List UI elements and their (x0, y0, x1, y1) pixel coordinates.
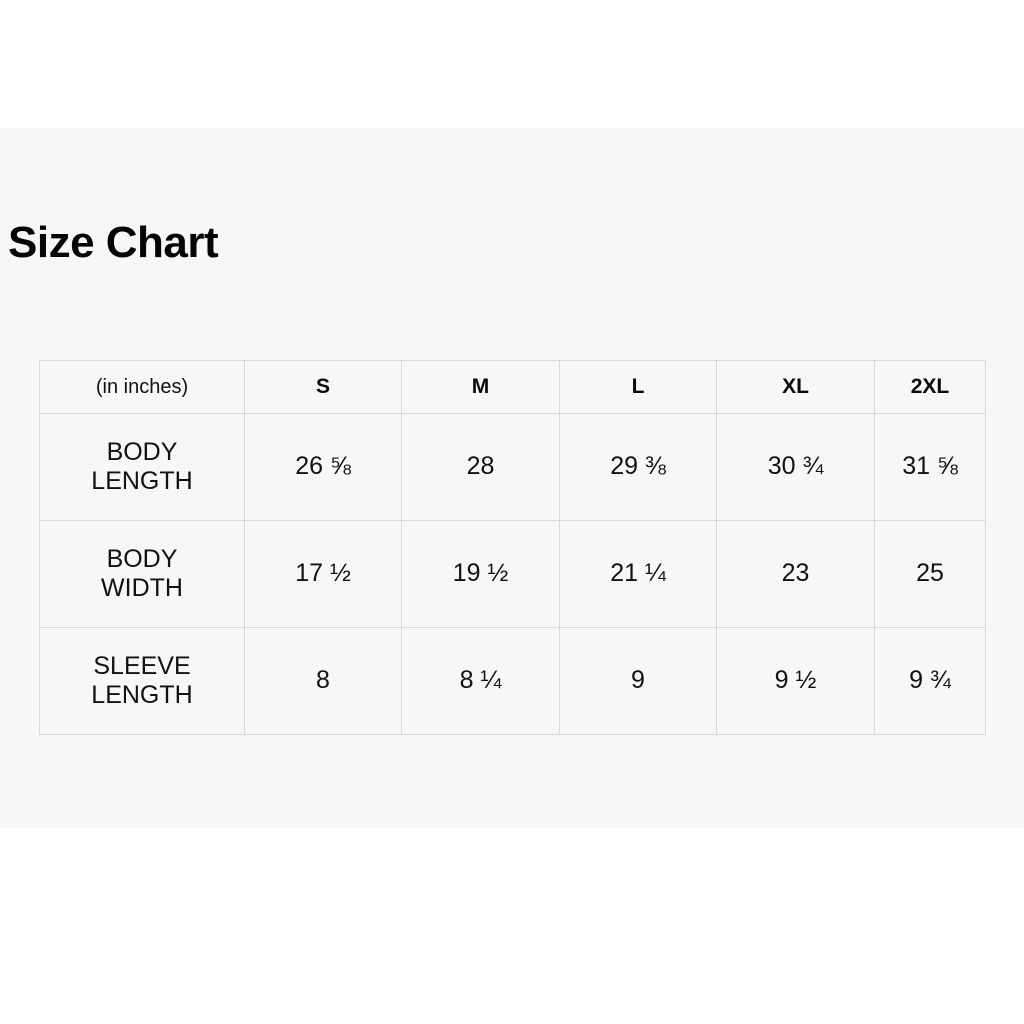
size-chart-table-container (39, 360, 985, 735)
cell-body-width-xl: 23 (717, 521, 875, 628)
row-label-line-1: BODY (106, 437, 178, 466)
cell-sleeve-length-l: 9 (560, 628, 717, 735)
row-label-line-2: LENGTH (91, 681, 193, 709)
row-label-line-2: WIDTH (101, 574, 183, 602)
cell-body-width-2xl: 25 (875, 521, 986, 628)
row-label-line-2: LENGTH (91, 467, 193, 495)
row-label-body-length (40, 414, 245, 521)
cell-body-width-s: 17 ½ (245, 521, 402, 628)
column-header-units: (in inches) (40, 361, 245, 414)
table-row (40, 414, 986, 521)
cell-body-length-m: 28 (402, 414, 560, 521)
table-row (40, 521, 986, 628)
row-label-sleeve-length (40, 628, 245, 735)
column-header-2xl: 2XL (875, 361, 986, 414)
cell-sleeve-length-m: 8 ¼ (402, 628, 560, 735)
page-title: Size Chart (8, 218, 219, 267)
cell-sleeve-length-xl: 9 ½ (717, 628, 875, 735)
cell-sleeve-length-2xl: 9 ¾ (875, 628, 986, 735)
table-row (40, 628, 986, 735)
row-label-line-1: BODY (106, 544, 178, 573)
cell-body-width-m: 19 ½ (402, 521, 560, 628)
table-header-row (40, 361, 986, 414)
table-header (40, 361, 986, 414)
size-chart-table (39, 360, 986, 735)
column-header-l: L (560, 361, 717, 414)
cell-body-length-l: 29 ⅜ (560, 414, 717, 521)
cell-body-length-s: 26 ⅝ (245, 414, 402, 521)
row-label-line-1: SLEEVE (93, 651, 191, 680)
cell-body-length-xl: 30 ¾ (717, 414, 875, 521)
column-header-s: S (245, 361, 402, 414)
column-header-m: M (402, 361, 560, 414)
cell-body-width-l: 21 ¼ (560, 521, 717, 628)
cell-body-length-2xl: 31 ⅝ (875, 414, 986, 521)
row-label-body-width (40, 521, 245, 628)
column-header-xl: XL (717, 361, 875, 414)
cell-sleeve-length-s: 8 (245, 628, 402, 735)
table-body (40, 414, 986, 735)
